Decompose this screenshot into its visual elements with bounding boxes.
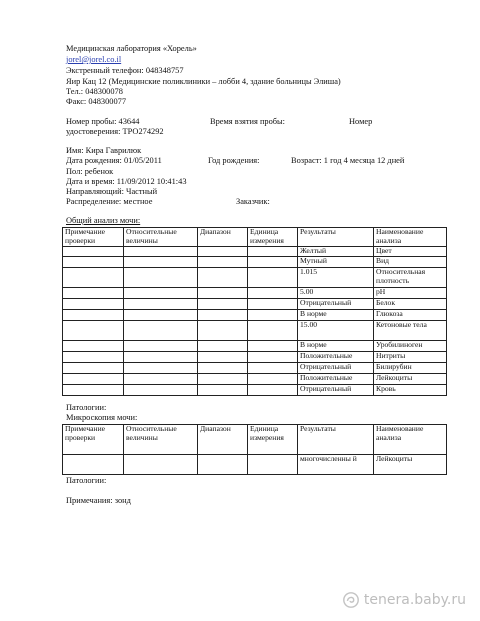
- watermark: [342, 591, 466, 609]
- pathologies-label: Патологии:: [66, 476, 107, 485]
- result-cell: Положительные: [298, 352, 374, 363]
- micro-header-cell: Примечание проверки: [63, 425, 124, 455]
- result-cell: Отрицательный: [298, 385, 374, 396]
- urine-microscopy-title: Микроскопия мочи:: [66, 413, 138, 422]
- emergency-phone: Экстренный телефон: 048348757: [66, 66, 184, 75]
- analysis-name-cell: Кровь: [374, 385, 447, 396]
- urine-microscopy-table: [62, 424, 447, 475]
- table-row: [63, 310, 447, 321]
- result-cell: Желтый: [298, 247, 374, 257]
- urine-header-cell: Относительные величины: [124, 228, 198, 247]
- urine-header-cell: Наименование анализа: [374, 228, 447, 247]
- sample-time-taken: Время взятия пробы:: [210, 117, 286, 126]
- result-cell: 5.00: [298, 288, 374, 299]
- lab-address: Яир Кац 12 (Медицинские поликлиники – лобби 4, здание больницы Элиша): [66, 77, 341, 86]
- analysis-name-cell: Относительная плотность: [374, 268, 447, 288]
- micro-header-cell: Наименование анализа: [374, 425, 447, 455]
- table-row: [63, 299, 447, 310]
- analysis-name-cell: Уробилиноген: [374, 341, 447, 352]
- result-cell: Мутный: [298, 257, 374, 268]
- analysis-name-cell: Вид: [374, 257, 447, 268]
- distribution: Распределение: местное: [66, 197, 153, 206]
- table-row: [63, 374, 447, 385]
- urine-header-cell: Диапазон: [198, 228, 248, 247]
- patient-name: Имя: Кира Гаврилюк: [66, 146, 142, 155]
- urine-header-row: [63, 228, 447, 247]
- micro-header-row: [63, 425, 447, 455]
- analysis-name-cell: pH: [374, 288, 447, 299]
- swirl-logo-icon: [342, 591, 360, 609]
- result-cell: многочисленны й: [298, 455, 374, 475]
- table-row: [63, 257, 447, 268]
- referrer: Направляющий: Частный: [66, 187, 158, 196]
- sample-number-label: Номер: [349, 117, 373, 126]
- table-row: [63, 341, 447, 352]
- analysis-name-cell: Нитриты: [374, 352, 447, 363]
- micro-header-cell: Диапазон: [198, 425, 248, 455]
- table-row: [63, 247, 447, 257]
- analysis-name-cell: Лейкоциты: [374, 374, 447, 385]
- lab-name: Медицинская лаборатория «Хорель»: [66, 44, 197, 53]
- patient-sex: Пол: ребенок: [66, 167, 114, 176]
- sample-number: Номер пробы: 43644: [66, 117, 140, 126]
- analysis-name-cell: Белок: [374, 299, 447, 310]
- patient-age: Возраст: 1 год 4 месяца 12 дней: [291, 156, 405, 165]
- patient-birth-year: Год рождения:: [208, 156, 260, 165]
- notes: Примечания: зонд: [66, 496, 131, 505]
- analysis-name-cell: Кетоновые тела: [374, 321, 447, 341]
- micro-header-cell: Результаты: [298, 425, 374, 455]
- lab-fax: Факс: 048300077: [66, 97, 127, 106]
- lab-phone: Тел.: 048300078: [66, 87, 123, 96]
- table-row: [63, 268, 447, 288]
- table-row: [63, 363, 447, 374]
- table-row: [63, 385, 447, 396]
- table-row: [63, 321, 447, 341]
- urine-header-cell: Единица измерения: [248, 228, 298, 247]
- pathologies-label: Патологии:: [66, 403, 107, 412]
- table-row: [63, 288, 447, 299]
- analysis-name-cell: Лейкоциты: [374, 455, 447, 475]
- lab-email-link[interactable]: jorel@jorel.co.il: [66, 55, 122, 64]
- table-row: [63, 352, 447, 363]
- customer: Заказчик:: [236, 197, 270, 206]
- table-row: [63, 455, 447, 475]
- result-cell: Отрицательный: [298, 299, 374, 310]
- result-cell: Положительные: [298, 374, 374, 385]
- result-cell: Отрицательный: [298, 363, 374, 374]
- urine-header-cell: Результаты: [298, 228, 374, 247]
- micro-header-cell: Относительные величины: [124, 425, 198, 455]
- patient-dob: Дата рождения: 01/05/2011: [66, 156, 162, 165]
- micro-header-cell: Единица измерения: [248, 425, 298, 455]
- result-cell: 1.015: [298, 268, 374, 288]
- urine-analysis-title: Общий анализ мочи:: [66, 216, 141, 225]
- id-document: удостоверения: ТРО274292: [66, 127, 164, 136]
- analysis-name-cell: Билирубин: [374, 363, 447, 374]
- result-cell: 15.00: [298, 321, 374, 341]
- analysis-name-cell: Цвет: [374, 247, 447, 257]
- analysis-name-cell: Глюкоза: [374, 310, 447, 321]
- urine-analysis-table: [62, 227, 447, 396]
- report-datetime: Дата и время: 11/09/2012 10:41:43: [66, 177, 187, 186]
- result-cell: В норме: [298, 341, 374, 352]
- result-cell: В норме: [298, 310, 374, 321]
- watermark-text: tenera.baby.ru: [363, 592, 466, 608]
- urine-header-cell: Примечание проверки: [63, 228, 124, 247]
